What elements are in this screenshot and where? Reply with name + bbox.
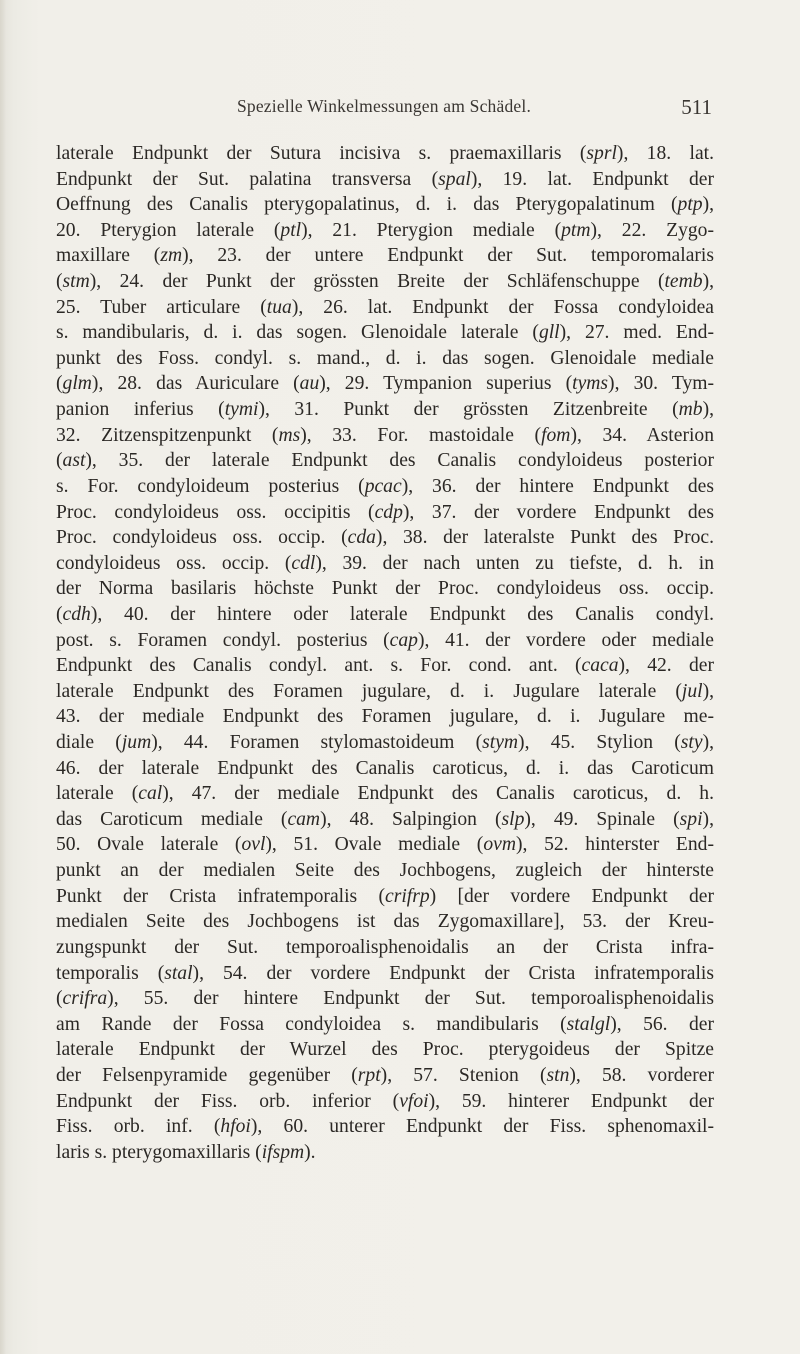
text-segment: ),: [702, 194, 714, 216]
text-segment: ), 37. der vordere Endpunkt des: [402, 501, 715, 523]
text-line: [56, 909, 714, 935]
text-segment: der Norma basilaris höchste Punkt der Proc. condyloideus oss. occip.: [56, 578, 714, 600]
text-segment: laterale Endpunkt der Wurzel des Proc. pterygoideus der Spitze: [56, 1039, 714, 1061]
text-line: [56, 1089, 714, 1115]
landmark-abbreviation: pcac: [364, 475, 402, 497]
text-segment: 43. der mediale Endpunkt des Foramen jugulare, d. i. Jugulare me-: [56, 706, 714, 728]
text-line: [56, 346, 714, 372]
landmark-abbreviation: ptp: [677, 194, 703, 216]
text-line: [56, 858, 714, 884]
landmark-abbreviation: hfoi: [220, 1116, 251, 1138]
landmark-abbreviation: zm: [160, 245, 183, 267]
text-line: [56, 474, 714, 500]
text-segment: ), 56. der: [610, 1013, 714, 1035]
text-segment: 25. Tuber articulare (: [56, 296, 267, 318]
landmark-abbreviation: ptm: [561, 219, 591, 241]
text-segment: ), 55. der hintere Endpunkt der Sut. temporoalisphenoidalis: [107, 988, 714, 1010]
text-segment: diale (: [56, 732, 122, 754]
text-segment: punkt an der medialen Seite des Jochbogens, zugleich der hinterste: [56, 860, 714, 882]
text-segment: 50. Ovale laterale (: [56, 834, 242, 856]
landmark-abbreviation: cdp: [374, 501, 403, 523]
text-segment: ), 52. hinterster End-: [515, 834, 714, 856]
text-segment: ), 59. hinterer Endpunkt der: [428, 1090, 714, 1112]
text-segment: ), 40. der hintere oder laterale Endpunkt des Canalis condyl.: [90, 603, 714, 625]
running-head: Spezielle Winkelmessungen am Schädel.: [236, 96, 532, 116]
text-segment: condyloideus oss. occip. (: [56, 552, 292, 574]
text-segment: ), 23. der untere Endpunkt der Sut. temporomalaris: [182, 245, 714, 267]
text-line: [56, 1140, 714, 1166]
text-segment: 46. der laterale Endpunkt des Canalis caroticus, d. i. das Caroticum: [56, 757, 714, 779]
text-segment: ), 38. der lateralste Punkt des Proc.: [375, 527, 715, 549]
text-line: [56, 371, 714, 397]
text-line: [56, 1012, 714, 1038]
text-line: [56, 423, 714, 449]
text-segment: maxillare (: [56, 245, 161, 267]
text-segment: ), 60. unterer Endpunkt der Fiss. sphenomaxil-: [250, 1116, 714, 1138]
text-line: [56, 935, 714, 961]
text-segment: ), 42. der: [618, 655, 714, 677]
text-segment: laterale Endpunkt der Sutura incisiva s. praemaxillaris (: [56, 143, 587, 164]
page-header: [56, 96, 712, 124]
text-segment: Fiss. orb. inf. (: [56, 1116, 221, 1138]
text-segment: ),: [702, 680, 714, 702]
landmark-abbreviation: stm: [62, 271, 90, 293]
text-segment: zungspunkt der Sut. temporoalisphenoidalis an der Crista infra-: [56, 936, 714, 958]
text-segment: Endpunkt der Sut. palatina transversa (: [56, 168, 439, 190]
landmark-abbreviation: jul: [681, 680, 703, 702]
text-segment: Oeffnung des Canalis pterygopalatinus, d. i. das Pterygopalatinum (: [56, 194, 678, 216]
text-line: [56, 525, 714, 551]
text-line: [56, 679, 714, 705]
landmark-abbreviation: au: [299, 373, 320, 395]
text-segment: ), 27. med. End-: [559, 322, 714, 344]
text-line: [56, 192, 714, 218]
text-segment: ), 51. Ovale mediale (: [265, 834, 484, 856]
page-gutter-shadow: [0, 0, 6, 1354]
landmark-abbreviation: stalgl: [566, 1013, 611, 1035]
landmark-abbreviation: tyms: [572, 373, 609, 395]
text-line: [56, 781, 714, 807]
text-line: [56, 730, 714, 756]
landmark-abbreviation: slp: [501, 808, 525, 830]
text-segment: ), 18. lat.: [616, 143, 714, 164]
text-line: [56, 397, 714, 423]
landmark-abbreviation: cdh: [62, 603, 91, 625]
text-segment: Endpunkt der Fiss. orb. inferior (: [56, 1090, 400, 1112]
text-segment: Proc. condyloideus oss. occipitis (: [56, 501, 375, 523]
landmark-abbreviation: mb: [678, 399, 703, 421]
text-segment: der Felsenpyramide gegenüber (: [56, 1064, 358, 1086]
text-segment: temporalis (: [56, 962, 165, 984]
landmark-abbreviation: ms: [278, 424, 301, 446]
text-segment: laris s. pterygomaxillaris (: [56, 1141, 262, 1163]
text-segment: panion inferius (: [56, 399, 225, 421]
text-line: [56, 167, 714, 193]
text-segment: ), 33. For. mastoidale (: [300, 424, 542, 446]
text-segment: s. mandibularis, d. i. das sogen. Glenoidale laterale (: [56, 322, 539, 344]
landmark-abbreviation: cal: [138, 783, 163, 805]
body-text: [56, 141, 714, 1165]
text-segment: ), 49. Spinale (: [524, 808, 680, 830]
text-segment: ), 54. der vordere Endpunkt der Crista infratemporalis: [192, 962, 714, 984]
text-line: [56, 602, 714, 628]
landmark-abbreviation: stal: [164, 962, 193, 984]
text-segment: s. For. condyloideum posterius (: [56, 475, 365, 497]
text-segment: ), 41. der vordere oder mediale: [417, 629, 714, 651]
text-line: [56, 1063, 714, 1089]
text-segment: Punkt der Crista infratemporalis (: [56, 885, 386, 907]
text-segment: ), 24. der Punkt der grössten Breite der Schläfenschuppe (: [89, 271, 665, 293]
landmark-abbreviation: cam: [287, 808, 321, 830]
landmark-abbreviation: ast: [62, 450, 86, 472]
text-segment: ),: [702, 808, 714, 830]
text-segment: Endpunkt des Canalis condyl. ant. s. For. cond. ant. (: [56, 655, 582, 677]
text-segment: ),: [702, 732, 714, 754]
landmark-abbreviation: crifrp: [385, 885, 430, 907]
landmark-abbreviation: jum: [121, 732, 152, 754]
text-line: [56, 1037, 714, 1063]
text-segment: punkt des Foss. condyl. s. mand., d. i. das sogen. Glenoidale mediale: [56, 347, 714, 369]
text-segment: ), 22. Zygo-: [590, 219, 714, 241]
text-segment: ), 47. der mediale Endpunkt des Canalis caroticus, d. h.: [162, 783, 714, 805]
text-segment: Proc. condyloideus oss. occip. (: [56, 527, 348, 549]
text-segment: ),: [702, 271, 714, 293]
text-segment: ), 28. das Auriculare (: [91, 373, 300, 395]
text-line: [56, 269, 714, 295]
landmark-abbreviation: fom: [541, 424, 571, 446]
landmark-abbreviation: cda: [347, 527, 376, 549]
text-segment: ) [der vordere Endpunkt der: [429, 885, 714, 907]
text-segment: ), 29. Tympanion superius (: [319, 373, 573, 395]
text-line: [56, 628, 714, 654]
landmark-abbreviation: rpt: [357, 1064, 381, 1086]
text-segment: ), 26. lat. Endpunkt der Fossa condyloidea: [291, 296, 714, 318]
text-line: [56, 218, 714, 244]
text-line: [56, 807, 714, 833]
landmark-abbreviation: crifra: [62, 988, 108, 1010]
landmark-abbreviation: gll: [538, 322, 560, 344]
text-segment: laterale Endpunkt des Foramen jugulare, d. i. Jugulare laterale (: [56, 680, 682, 702]
text-segment: medialen Seite des Jochbogens ist das Zygomaxillare], 53. der Kreu-: [56, 911, 714, 933]
landmark-abbreviation: ifspm: [261, 1141, 305, 1163]
text-segment: (: [56, 988, 63, 1010]
landmark-abbreviation: spal: [438, 168, 471, 190]
landmark-abbreviation: stn: [546, 1064, 570, 1086]
text-line: [56, 884, 714, 910]
text-line: [56, 961, 714, 987]
text-line: [56, 243, 714, 269]
text-line: [56, 756, 714, 782]
text-line: [56, 295, 714, 321]
landmark-abbreviation: sprl: [586, 143, 617, 164]
landmark-abbreviation: sty: [680, 732, 703, 754]
landmark-abbreviation: spi: [679, 808, 703, 830]
text-line: [56, 141, 714, 167]
page-number: 511: [681, 95, 712, 119]
text-line: [56, 1114, 714, 1140]
text-segment: 20. Pterygion laterale (: [56, 219, 281, 241]
text-line: [56, 704, 714, 730]
text-line: [56, 320, 714, 346]
text-segment: (: [56, 373, 63, 395]
text-segment: das Caroticum mediale (: [56, 808, 288, 830]
text-segment: (: [56, 603, 63, 625]
text-line: [56, 500, 714, 526]
landmark-abbreviation: ptl: [280, 219, 302, 241]
text-segment: ), 48. Salpingion (: [320, 808, 502, 830]
text-segment: ), 21. Pterygion mediale (: [301, 219, 562, 241]
landmark-abbreviation: tua: [266, 296, 292, 318]
text-segment: ),: [702, 399, 714, 421]
text-segment: 32. Zitzenspitzenpunkt (: [56, 424, 279, 446]
text-line: [56, 448, 714, 474]
text-line: [56, 576, 714, 602]
text-segment: ), 45. Stylion (: [518, 732, 681, 754]
text-segment: laterale (: [56, 783, 139, 805]
text-segment: ), 34. Asterion: [570, 424, 715, 446]
text-segment: ), 44. Foramen stylomastoideum (: [151, 732, 483, 754]
text-segment: ), 30. Tym-: [608, 373, 715, 395]
text-line: [56, 832, 714, 858]
text-segment: ), 35. der laterale Endpunkt des Canalis condyloideus posterior: [85, 450, 714, 472]
text-segment: post. s. Foramen condyl. posterius (: [56, 629, 390, 651]
text-segment: ), 57. Stenion (: [380, 1064, 547, 1086]
text-segment: ), 19. lat. Endpunkt der: [470, 168, 714, 190]
text-line: [56, 986, 714, 1012]
text-segment: (: [56, 271, 63, 293]
text-segment: ), 39. der nach unten zu tiefste, d. h. in: [315, 552, 714, 574]
text-segment: ), 36. der hintere Endpunkt des: [401, 475, 715, 497]
landmark-abbreviation: tymi: [224, 399, 259, 421]
text-line: [56, 653, 714, 679]
landmark-abbreviation: temb: [664, 271, 703, 293]
landmark-abbreviation: caca: [581, 655, 619, 677]
landmark-abbreviation: ovm: [483, 834, 516, 856]
text-segment: ), 58. vorderer: [569, 1064, 714, 1086]
text-segment: ), 31. Punkt der grössten Zitzenbreite (: [258, 399, 679, 421]
text-segment: ).: [304, 1141, 316, 1163]
text-segment: am Rande der Fossa condyloidea s. mandibularis (: [56, 1013, 567, 1035]
landmark-abbreviation: glm: [62, 373, 92, 395]
landmark-abbreviation: vfoi: [399, 1090, 429, 1112]
landmark-abbreviation: cap: [389, 629, 418, 651]
landmark-abbreviation: stym: [482, 732, 519, 754]
text-line: [56, 551, 714, 577]
text-segment: (: [56, 450, 63, 472]
landmark-abbreviation: cdl: [291, 552, 316, 574]
landmark-abbreviation: ovl: [241, 834, 266, 856]
